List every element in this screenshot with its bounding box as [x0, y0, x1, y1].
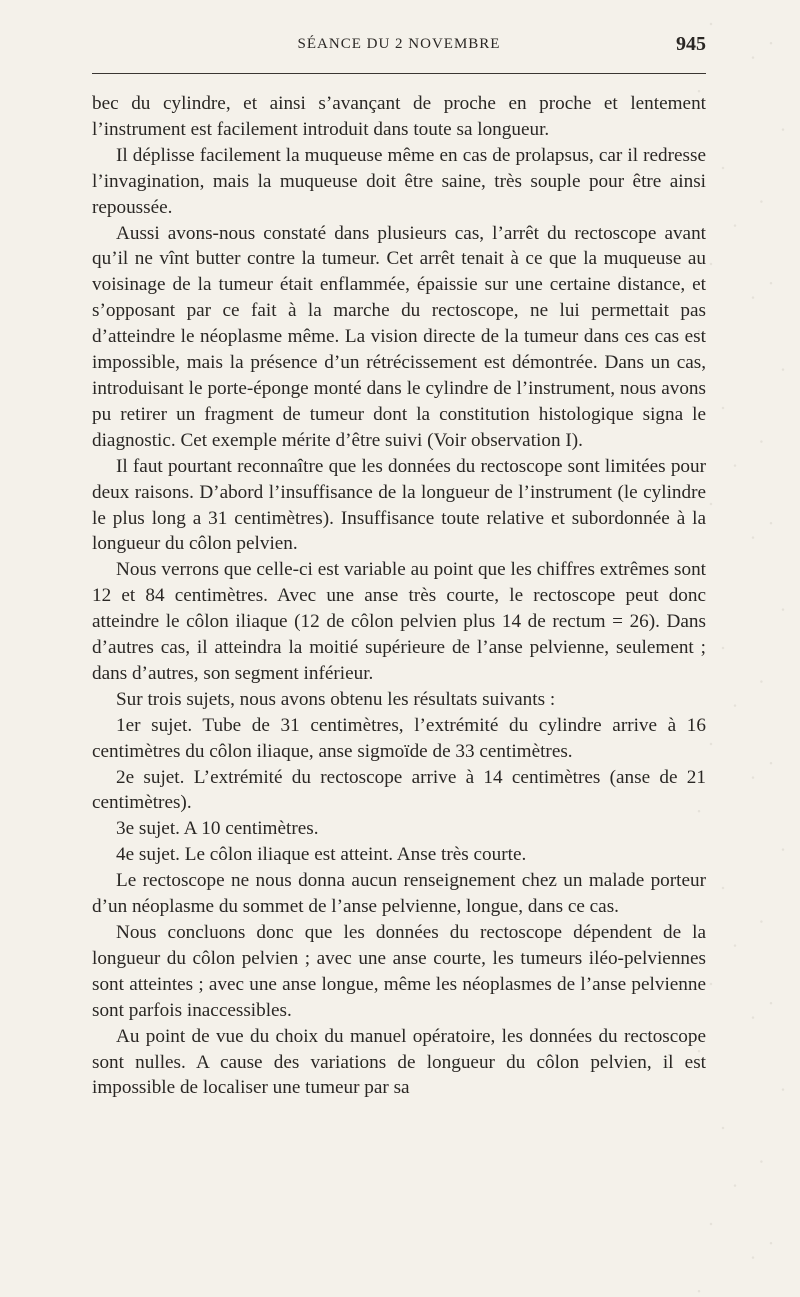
paragraph: Au point de vue du choix du manuel opératoire, les données du rectoscope sont nulles. A cause des variations de longueur du côlon pelvien, il est impossible de localiser une tumeur par sa [92, 1025, 706, 1099]
result-item: 4e sujet. Le côlon iliaque est atteint. Anse très courte. [116, 844, 527, 866]
paragraph: Il faut pourtant reconnaître que les données du rectoscope sont limitées pour deux raisons. D’abord l’insuffisance de la longueur de l’instrument (le cylindre le plus long a 31 centimètres). Insuffisance toute relative et subordonnée à la longueur du côlon pelvien. [92, 455, 706, 555]
paragraph: Nous concluons donc que les données du rectoscope dépendent de la longueur du côlon pelvien ; avec une anse courte, les tumeurs iléo-pelviennes sont atteintes ; avec une anse longue, même les néoplasmes de l’anse pelvienne sont parfois inaccessibles. [92, 922, 706, 1021]
header-rule [92, 73, 706, 74]
result-item: 3e sujet. A 10 centimètres. [116, 818, 319, 840]
paragraph: Nous verrons que celle-ci est variable au point que les chiffres extrêmes sont 12 et 84 centimètres. Avec une anse très courte, le rectoscope peut donc atteindre le côlon iliaque (12 de côlon pelvien plus 14 de rectum = 26). Dans d’autres cas, il atteindra la moitié supérieure de l’anse pelvienne, seulement ; dans d’autres, son segment inférieur. [92, 559, 706, 684]
paragraph: Il déplisse facilement la muqueuse même en cas de prolapsus, car il redresse l’invagination, mais la muqueuse doit être saine, très souple pour être ainsi repoussée. [92, 144, 706, 218]
page-number: 945 [676, 33, 706, 55]
result-item: 1er sujet. Tube de 31 centimètres, l’extrémité du cylindre arrive à 16 centimètres du côlon iliaque, anse sigmoïde de 33 centimètres. [92, 714, 706, 762]
body-text [92, 91, 706, 1101]
result-item: 2e sujet. L’extrémité du rectoscope arrive à 14 centimètres (anse de 21 centimètres). [92, 766, 706, 814]
paragraph: Le rectoscope ne nous donna aucun renseignement chez un malade porteur d’un néoplasme du sommet de l’anse pelvienne, longue, dans ce cas. [92, 870, 706, 918]
paragraph: bec du cylindre, et ainsi s’avançant de proche en proche et lentement l’instrument est facilement introduit dans toute sa longueur. [92, 93, 706, 140]
paragraph: Aussi avons-nous constaté dans plusieurs cas, l’arrêt du rectoscope avant qu’il ne vînt butter contre la tumeur. Cet arrêt tenait à ce que la muqueuse au voisinage de la tumeur était enflammée, épaissie sur une certaine distance, et s’opposant par ce fait à la marche du rectoscope, ne lui permettait pas d’atteindre le néoplasme même. La vision directe de la tumeur dans ces cas est impossible, mais la présence d’un rétrécissement est démontrée. Dans un cas, introduisant le porte-éponge monté dans le cylindre de l’instrument, nous avons pu retirer un fragment de tumeur dont la constitution histologique signa le diagnostic. Cet exemple mérite d’être suivi (Voir observation I). [92, 222, 706, 451]
page-header [92, 30, 706, 64]
running-title: SÉANCE DU 2 NOVEMBRE [297, 36, 501, 52]
paragraph: Sur trois sujets, nous avons obtenu les résultats suivants : [116, 688, 556, 710]
